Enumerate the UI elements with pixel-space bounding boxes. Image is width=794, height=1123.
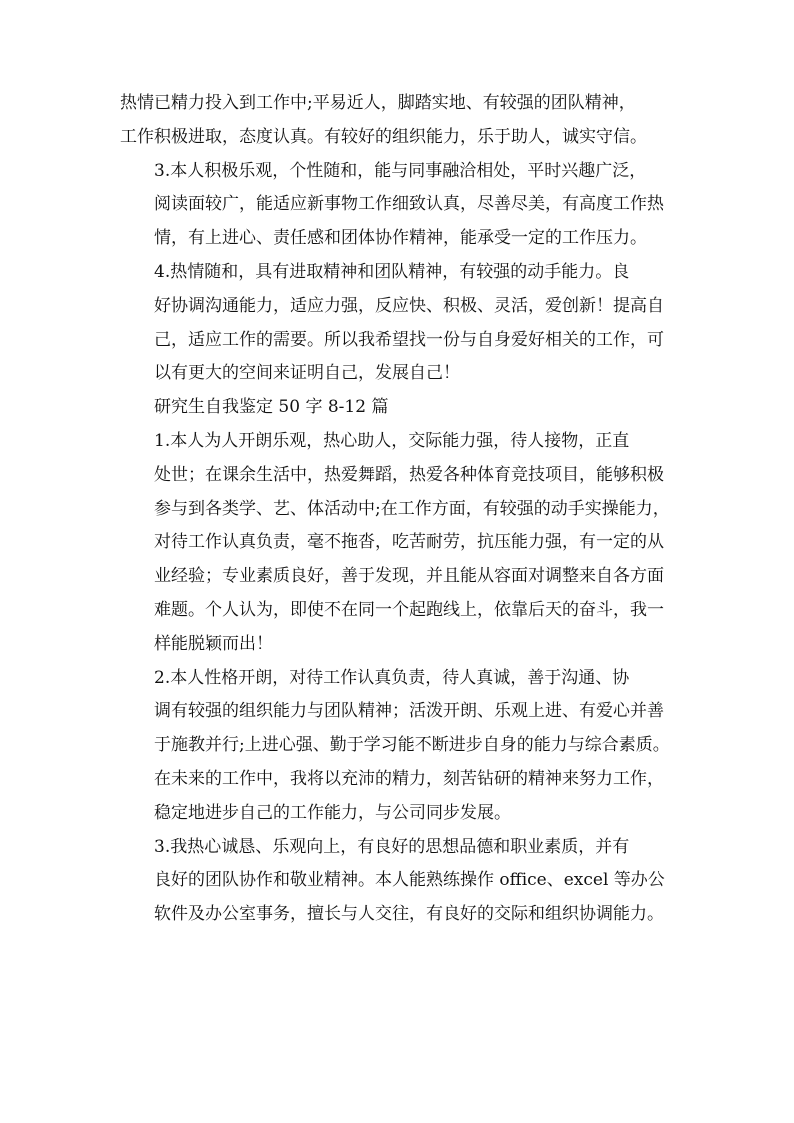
text-line: 热情已精力投入到工作中;平易近人，脚踏实地、有较强的团队精神， xyxy=(120,93,636,113)
text-line: 在未来的工作中，我将以充沛的精力，刻苦钻研的精神来努力工作， xyxy=(154,768,664,789)
text-line: 处世；在课余生活中，热爱舞蹈，热爱各种体育竞技项目，能够积极 xyxy=(154,464,664,485)
document-body xyxy=(120,87,680,932)
text-line: 难题。个人认为，即使不在同一个起跑线上，依靠后天的奋斗，我一 xyxy=(154,599,664,620)
text-line: 阅读面较广，能适应新事物工作细致认真，尽善尽美，有高度工作热 xyxy=(154,194,664,215)
text-line: 1.本人为人开朗乐观，热心助人，交际能力强，待人接物，正直 xyxy=(154,430,630,451)
text-line: 以有更大的空间来证明自己，发展自己！ xyxy=(154,363,460,384)
text-line: 工作积极进取，态度认真。有较好的组织能力，乐于助人，诚实守信。 xyxy=(120,126,647,147)
text-line: 调有较强的组织能力与团队精神；活泼开朗、乐观上进、有爱心并善 xyxy=(154,701,664,722)
paragraph xyxy=(120,662,680,831)
paragraph xyxy=(120,425,680,662)
text-line: 情，有上进心、责任感和团体协作精神，能承受一定的工作压力。 xyxy=(154,228,647,249)
text-line: 3.本人积极乐观，个性随和，能与同事融洽相处，平时兴趣广泛， xyxy=(154,160,647,181)
text-line: 2.本人性格开朗，对待工作认真负责，待人真诚，善于沟通、协 xyxy=(154,667,630,688)
text-line: 业经验；专业素质良好，善于发现，并且能从容面对调整来自各方面 xyxy=(154,566,664,587)
text-line: 研究生自我鉴定 50 字 8-12 篇 xyxy=(154,397,389,418)
text-line: 3.我热心诚恳、乐观向上，有良好的思想品德和职业素质，并有 xyxy=(154,836,630,857)
section-heading xyxy=(120,391,680,425)
text-line: 良好的团队协作和敬业精神。本人能熟练操作 office、excel 等办公 xyxy=(154,870,665,891)
text-line: 稳定地进步自己的工作能力，与公司同步发展。 xyxy=(154,802,511,823)
text-line: 对待工作认真负责，毫不拖沓，吃苦耐劳，抗压能力强，有一定的从 xyxy=(154,532,664,553)
text-line: 于施教并行;上进心强、勤于学习能不断进步自身的能力与综合素质。 xyxy=(154,735,670,756)
paragraph xyxy=(120,87,680,155)
text-line: 参与到各类学、艺、体活动中;在工作方面，有较强的动手实操能力， xyxy=(154,498,670,519)
paragraph xyxy=(120,155,680,256)
paragraph xyxy=(120,256,680,391)
text-line: 4.热情随和，具有进取精神和团队精神，有较强的动手能力。良 xyxy=(154,261,630,282)
paragraph xyxy=(120,831,680,932)
text-line: 己，适应工作的需要。所以我希望找一份与自身爱好相关的工作，可 xyxy=(154,329,664,350)
text-line: 软件及办公室事务，擅长与人交往，有良好的交际和组织协调能力。 xyxy=(154,904,664,925)
text-line: 好协调沟通能力，适应力强，反应快、积极、灵活，爱创新！提高自 xyxy=(154,295,664,316)
text-line: 样能脱颖而出！ xyxy=(154,633,273,654)
